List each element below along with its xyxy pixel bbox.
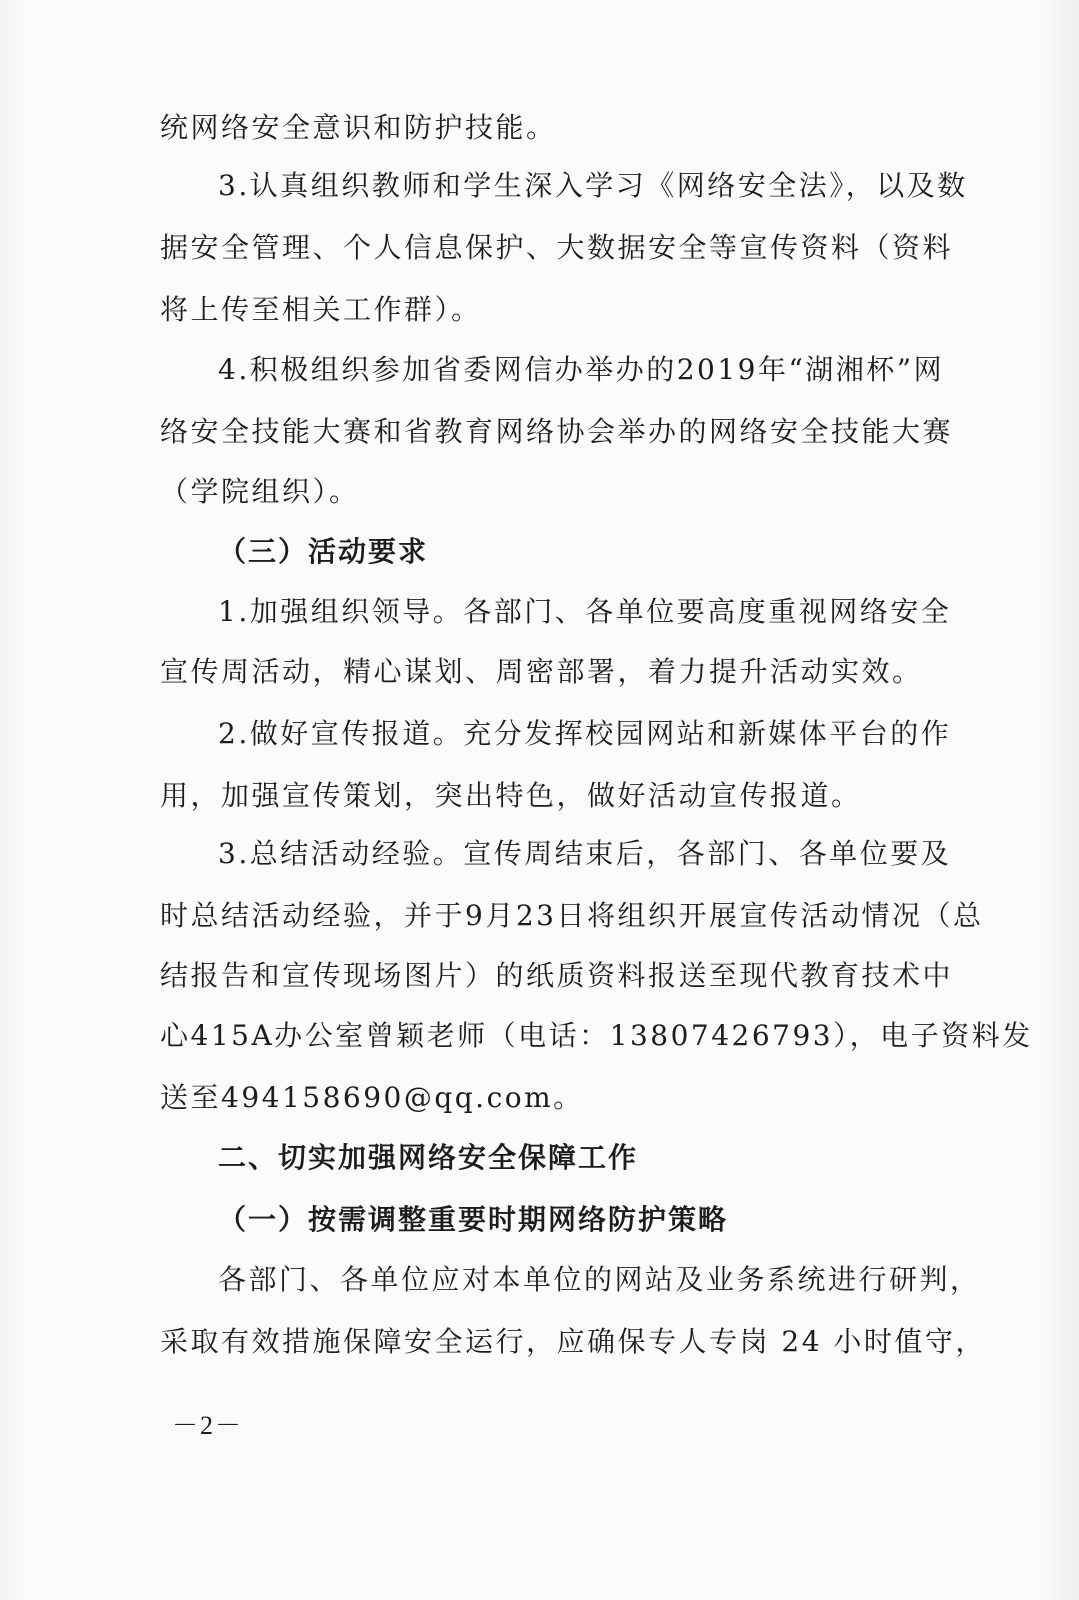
text-line: 时总结活动经验，并于9月23日将组织开展宣传活动情况（总 [160,899,984,932]
text-line: 3.认真组织教师和学生深入学习《网络安全法》，以及数 [218,169,968,202]
text-line: 送至494158690@qq.com。 [160,1081,584,1114]
page-number: －2－ [172,1411,244,1440]
text-line: 4.积极组织参加省委网信办举办的2019年“湖湘杯”网 [218,353,945,386]
text-line: 2.做好宣传报道。充分发挥校园网站和新媒体平台的作 [218,717,952,750]
text-line: 1.加强组织领导。各部门、各单位要高度重视网络安全 [218,595,952,628]
text-line: （学院组织）。 [160,475,360,508]
text-line: 统网络安全意识和防护技能。 [160,111,557,144]
text-line: 采取有效措施保障安全运行，应确保专人专岗 24 小时值守， [160,1325,986,1358]
text-line: 各部门、各单位应对本单位的网站及业务系统进行研判， [218,1263,981,1296]
text-line: 将上传至相关工作群）。 [160,293,482,326]
text-line: 络安全技能大赛和省教育网络协会举办的网络安全技能大赛 [160,415,954,448]
text-line: 据安全管理、个人信息保护、大数据安全等宣传资料（资料 [160,231,954,264]
section-heading: 二、切实加强网络安全保障工作 [218,1141,639,1174]
text-line: 心415A办公室曾颖老师（电话：13807426793），电子资料发 [160,1019,1033,1052]
subsection-heading: （一）按需调整重要时期网络防护策略 [218,1203,729,1236]
text-line: 3.总结活动经验。宣传周结束后，各部门、各单位要及 [218,837,952,870]
text-line: 宣传周活动，精心谋划、周密部署，着力提升活动实效。 [160,655,923,688]
text-line: 结报告和宣传现场图片）的纸质资料报送至现代教育技术中 [160,959,954,992]
text-line: 用，加强宣传策划，突出特色，做好活动宣传报道。 [160,779,862,812]
section-heading: （三）活动要求 [218,535,429,568]
